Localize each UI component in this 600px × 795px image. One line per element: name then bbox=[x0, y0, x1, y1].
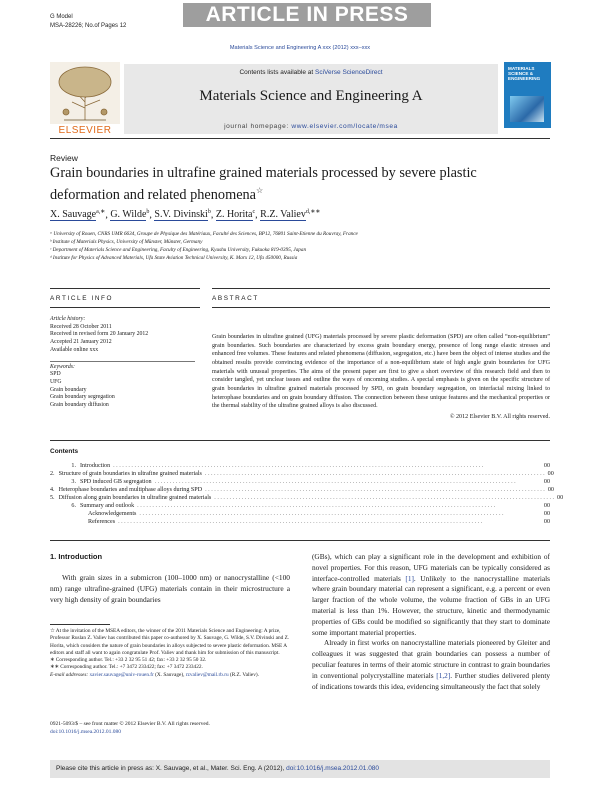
journal-title: Materials Science and Engineering A bbox=[199, 88, 423, 104]
contents-prefix: Contents lists available at bbox=[239, 69, 314, 76]
article-title-text: Grain boundaries in ultrafine grained materials processed by severe plastic deformation and related phenomena bbox=[50, 165, 477, 203]
citation-link[interactable]: [1,2] bbox=[436, 670, 451, 680]
cover-title: MATERIALS SCIENCE & ENGINEERING bbox=[508, 66, 541, 82]
journal-citation: Materials Science and Engineering A xxx (2012) xxx–xxx bbox=[229, 45, 371, 51]
abstract-rule-top bbox=[212, 288, 550, 289]
article-info bbox=[50, 316, 195, 410]
abstract-text: Grain boundaries in ultrafine grained (UFG) materials processed by severe plastic deformation (SPD) are often called “non-equilibrium” grain boundaries. Such boundaries are characterized by excess grain boundary energy, presence of long range elastic stresses and enhanced free volumes. These features and related phenomena (diffusion, segregation, etc.) have been the object of intense studies and the obtained results provide convincing evidence of the importance of a non-equilibrium state of high angle grain boundaries for UFG materials with unusual properties. The aims of the present paper are first to give a short overview of this research field and then to consider tangled, yet unclear issues and outline the ways of oncoming studies. A special emphasis is given on the specific structure of grain boundaries in ultrafine grained materials processed by SPD, on grain boundary segregation, on interfacial mixing linked to heterophase boundaries and on grain boundary diffusion. The connection between these unique features and the mechanical properties or the thermal stability of the ultrafine grained alloys is also discussed. bbox=[212, 334, 550, 410]
copyright: © 2012 Elsevier B.V. All rights reserved. bbox=[449, 413, 550, 420]
journal-homepage bbox=[124, 123, 498, 130]
toc-item[interactable]: 6. Summary and outlook . . . . . . . . . . . . . . . . . . . . . . . . . . . . . . . . . . . . . . . . . . . . . . . . . . . . . . . . . . . . . . . . . . . . . . . . . . . . . . . . . . . . . . . . . . . . . . . . . . . . . . . . . . . . . . . . . . . . . . 00 bbox=[71, 503, 550, 509]
citation-link[interactable]: [1] bbox=[405, 573, 414, 583]
sciencedirect-link[interactable]: SciVerse ScienceDirect bbox=[314, 69, 383, 76]
footnotes bbox=[50, 628, 290, 679]
keywords-label: Keywords: bbox=[50, 363, 75, 370]
author-name[interactable]: Z. Horita bbox=[215, 209, 253, 221]
title-footnote-mark[interactable]: ☆ bbox=[256, 186, 264, 195]
homepage-prefix: journal homepage: bbox=[224, 123, 289, 130]
abstract-heading: ABSTRACT bbox=[212, 295, 259, 302]
keyword: UFG bbox=[50, 378, 62, 385]
elsevier-tree-logo bbox=[50, 62, 120, 128]
affiliation: ᶜ Department of Materials Science and Engineering, Faculty of Engineering, Kyushu University, Fukuoka 819-0395, Japan bbox=[50, 247, 307, 253]
email-link[interactable]: xavier.sauvage@univ-rouen.fr bbox=[89, 671, 154, 678]
author-affil-mark: b bbox=[207, 209, 211, 215]
publisher-name: ELSEVIER bbox=[58, 125, 112, 136]
author-name[interactable]: S.V. Divinski bbox=[154, 209, 208, 221]
history-item: Received in revised form 20 January 2012 bbox=[50, 331, 149, 338]
cite-this-article-bar bbox=[50, 760, 550, 778]
toc-item[interactable]: References . . . . . . . . . . . . . . . . . . . . . . . . . . . . . . . . . . . . . . . . . . . . . . . . . . . . . . . . . . . . . . . . . . . . . . . . . . . . . . . . . . . . . . . . . . . . . . . . . . . . . . . . . . . . . . . . . . . . . . . . 00 bbox=[88, 519, 550, 525]
article-identifiers bbox=[50, 720, 290, 736]
abstract-rule-mid bbox=[212, 307, 550, 308]
toc-rule-bottom bbox=[50, 540, 550, 541]
toc-item[interactable]: 5. Diffusion along grain boundaries in ultrafine grained materials . . . . . . . . . . . . . . . . . . . . . . . . . . . . . . . . . . . . . . . . . . . . . . . . . . . . . . . . . . . . . . . . . . . . . . . . . . . . . . . . . . . . . . . . . . . . . . . . . . . . . . . . . . . . . . . . 00 bbox=[50, 495, 564, 501]
footnote-emails: E-mail addresses: xavier.sauvage@univ-rouen.fr (X. Sauvage), rzvaliev@mail.rb.ru (R.Z. Valiev). bbox=[50, 671, 259, 678]
keyword: Grain boundary diffusion bbox=[50, 402, 109, 409]
toc-item[interactable]: 1. Introduction . . . . . . . . . . . . . . . . . . . . . . . . . . . . . . . . . . . . . . . . . . . . . . . . . . . . . . . . . . . . . . . . . . . . . . . . . . . . . . . . . . . . . . . . . . . . . . . . . . . . . . . . . . . . . . . . . . . . . . . . . . 00 bbox=[71, 463, 550, 469]
article-in-press-banner: ARTICLE IN PRESS bbox=[183, 3, 431, 27]
author-name[interactable]: G. Wilde bbox=[110, 209, 147, 221]
author-list: X. Sauvage$^{a,∗}$, G. Wilde$^b$, S.V. Divinski$^b$, Z. Horita$^c$, R.Z. Valiev$^{d,∗∗}$ bbox=[50, 209, 321, 221]
info-rule-mid bbox=[50, 307, 200, 308]
journal-cover-image bbox=[504, 62, 551, 128]
cover-graphic bbox=[510, 96, 544, 122]
gmodel-label: G Model bbox=[50, 14, 73, 20]
msa-code: MSA-28226; bbox=[50, 23, 84, 29]
intro-paragraph: With grain sizes in a submicron (100–1000 nm) or nanocrystalline (<100 nm) range ultrafine-grained (UFG) materials contain in their microstructure a very high density of grain boundaries bbox=[50, 573, 290, 604]
info-rule-top bbox=[50, 288, 200, 289]
page-count: No.of Pages 12 bbox=[85, 23, 127, 29]
affiliation: ᵇ Institute of Materials Physics, University of Münster, Münster, Germany bbox=[50, 239, 203, 245]
abstract bbox=[212, 333, 550, 422]
keyword: Grain boundary segregation bbox=[50, 394, 115, 401]
keyword: SPD bbox=[50, 371, 61, 378]
history-item: Accepted 21 January 2012 bbox=[50, 339, 112, 346]
cite-prefix: Please cite this article in press as: X. Sauvage, et al., Mater. Sci. Eng. A (2012), bbox=[56, 765, 285, 772]
table-of-contents bbox=[50, 462, 564, 526]
author-name[interactable]: X. Sauvage bbox=[50, 209, 97, 221]
article-type: Review bbox=[50, 153, 78, 163]
contents-line bbox=[124, 69, 498, 76]
masthead-rule bbox=[50, 138, 550, 139]
affiliations bbox=[50, 230, 570, 262]
keyword: Grain boundary bbox=[50, 386, 87, 393]
author-affil-mark: b bbox=[146, 209, 150, 215]
author-affil-mark: c bbox=[252, 209, 256, 215]
homepage-link[interactable]: www.elsevier.com/locate/msea bbox=[291, 123, 398, 130]
article-title bbox=[50, 165, 550, 204]
affiliation: ᵃ University of Rouen, CNRS UMR 6634, Groupe de Physique des Matériaux, Faculté des Sciences, BP12, 76801 Saint-Etienne du Rouvray, France bbox=[50, 231, 358, 237]
toc-item[interactable]: Acknowledgements . . . . . . . . . . . . . . . . . . . . . . . . . . . . . . . . . . . . . . . . . . . . . . . . . . . . . . . . . . . . . . . . . . . . . . . . . . . . . . . . . . . . . . . . . . . . . . . . . . . . . . . . . . . . . . . . . . . . . . . . 00 bbox=[88, 511, 550, 517]
header-meta bbox=[50, 13, 126, 31]
issn-line: 0921-5093/$ – see front matter © 2012 Elsevier B.V. All rights reserved. bbox=[50, 721, 210, 727]
intro-column-right bbox=[312, 552, 550, 692]
history-label: Article history: bbox=[50, 316, 86, 322]
footnote-rule bbox=[50, 624, 110, 625]
section-heading-introduction: 1. Introduction bbox=[50, 552, 103, 561]
author-affil-mark: a,∗ bbox=[96, 209, 106, 215]
history-item: Available online xxx bbox=[50, 346, 99, 353]
cite-doi-link[interactable]: doi:10.1016/j.msea.2012.01.080 bbox=[286, 765, 380, 772]
toc-item[interactable]: 2. Structure of grain boundaries in ultrafine grained materials . . . . . . . . . . . . . . . . . . . . . . . . . . . . . . . . . . . . . . . . . . . . . . . . . . . . . . . . . . . . . . . . . . . . . . . . . . . . . . . . . . . . . . . . . . . . . . . . . . . . . . . . . . . . . . . . 00 bbox=[50, 471, 554, 477]
author-name[interactable]: R.Z. Valiev bbox=[260, 209, 306, 221]
footnote-invitation: ☆ At the invitation of the MSEA editors, the winner of the 2011 Materials Science and Engineering: A prize, Professor Ruslan Z. Valiev has contributed this paper co-authored by X. Sauvage, G. Wilde, S.V. Divinski and Z. Horita, which considers the nature of grain boundaries in alloys subjected to severe plastic deformation. MSE A editors and staff all want to again congratulate Prof. Valiev and thank him for submission of this manuscript. bbox=[50, 628, 290, 656]
footnote-corresponding-2: ∗∗ Corresponding author. Tel.: +7 3472 233422; fax: +7 3472 233422. bbox=[50, 664, 203, 671]
toc-item[interactable]: 3. SPD induced GB segregation . . . . . . . . . . . . . . . . . . . . . . . . . . . . . . . . . . . . . . . . . . . . . . . . . . . . . . . . . . . . . . . . . . . . . . . . . . . . . . . . . . . . . . . . . . . . . . . . . . . . . . . . . . . . . . . . . . . . . . . 00 bbox=[71, 479, 550, 485]
toc-heading: Contents bbox=[50, 448, 79, 455]
toc-rule-top bbox=[50, 440, 550, 441]
history-item: Received 28 October 2011 bbox=[50, 323, 112, 330]
toc-item[interactable]: 4. Heterophase boundaries and multiphase alloys during SPD . . . . . . . . . . . . . . . . . . . . . . . . . . . . . . . . . . . . . . . . . . . . . . . . . . . . . . . . . . . . . . . . . . . . . . . . . . . . . . . . . . . . . . . . . . . . . . . . . . . . . . . . . . . . . . . . 00 bbox=[50, 487, 554, 493]
affiliation: ᵈ Institute for Physics of Advanced Materials, Ufa State Aviation Technical University, K. Marx 12, Ufa 450000, Russia bbox=[50, 255, 298, 261]
email-link[interactable]: rzvaliev@mail.rb.ru bbox=[185, 671, 229, 678]
author-affil-mark: d,∗∗ bbox=[305, 209, 321, 215]
footnote-corresponding-1: ∗ Corresponding author. Tel.: +33 2 32 95 51 42; fax: +33 2 32 95 50 32. bbox=[50, 657, 207, 664]
article-info-heading: ARTICLE INFO bbox=[50, 295, 114, 302]
doi-link[interactable]: doi:10.1016/j.msea.2012.01.080 bbox=[50, 729, 122, 735]
paragraph: Already in first works on nanocrystalline materials pioneered by Gleiter and colleagues it was suggested that grain boundaries can possess a number of peculiar features in terms of their atomic structure in contrast to grain boundaries in conventional polycrystalline materials [1,2]. Further studies delivered plenty of indications towards this idea, evidencing simultaneously the fact that solely bbox=[312, 638, 550, 691]
paragraph: (GBs), which can play a significant role in the development and exhibition of novel properties. For this reason, UFG materials can be typically considered as interface-controlled materials [1]. Unlikely to the nanocrystalline materials where grain boundary material can represent a significant, e.g. a percent or even larger fraction of the whole volume, the volume fraction of GBs in an UFG material is less than 1%. However, the structure, kinetic and thermodynamic properties of GBs could be modified so significantly that they start to dominate some important material properties. bbox=[312, 552, 550, 637]
